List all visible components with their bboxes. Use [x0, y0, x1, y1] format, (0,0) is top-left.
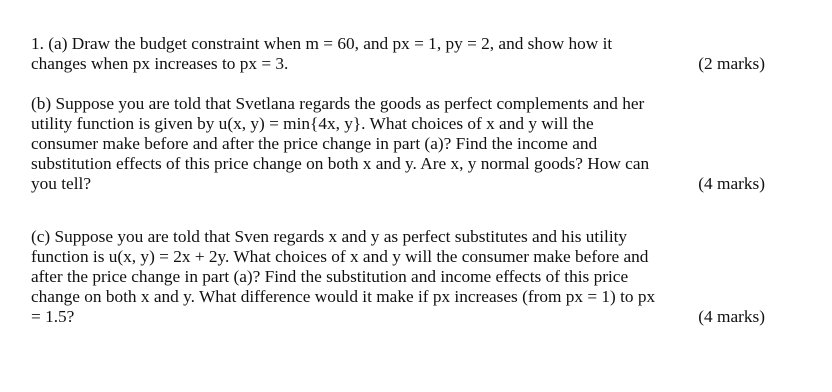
question-1b: [31, 94, 779, 194]
question-1a-marks: (2 marks): [698, 54, 765, 73]
question-1b-line-1: (b) Suppose you are told that Svetlana regards the goods as perfect complements and her: [31, 94, 645, 113]
question-1c-line-5: [31, 307, 779, 327]
question-1a-line-2: [31, 54, 779, 74]
question-1c-line-5-text: = 1.5?: [31, 307, 75, 326]
question-1c: [31, 227, 779, 327]
question-1b-line-3: consumer make before and after the price change in part (a)? Find the income and: [31, 134, 598, 153]
question-1a-line-2-text: changes when px increases to px = 3.: [31, 54, 289, 73]
question-1c-line-4: change on both x and y. What difference would it make if px increases (from px = 1) to px: [31, 287, 656, 306]
question-1b-line-5: [31, 174, 779, 194]
question-1a: [31, 34, 779, 74]
question-1c-marks: (4 marks): [698, 307, 765, 326]
question-1a-line-1: 1. (a) Draw the budget constraint when m = 60, and px = 1, py = 2, and show how it: [31, 34, 613, 53]
question-1c-line-3: after the price change in part (a)? Find the substitution and income effects of this price: [31, 267, 629, 286]
question-1b-marks: (4 marks): [698, 174, 765, 193]
question-1c-line-1: (c) Suppose you are told that Sven regards x and y as perfect substitutes and his utility: [31, 227, 628, 246]
question-1c-line-2: function is u(x, y) = 2x + 2y. What choices of x and y will the consumer make before and: [31, 247, 649, 266]
question-1b-line-2: utility function is given by u(x, y) = min{4x, y}. What choices of x and y will the: [31, 114, 594, 133]
question-1b-line-5-text: you tell?: [31, 174, 91, 193]
question-1b-line-4: substitution effects of this price change on both x and y. Are x, y normal goods? How can: [31, 154, 650, 173]
